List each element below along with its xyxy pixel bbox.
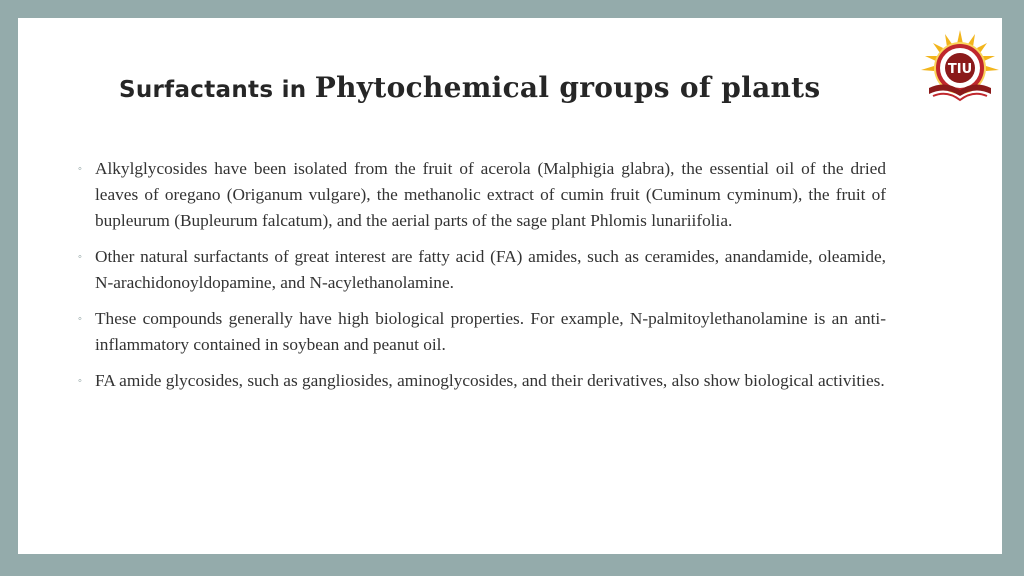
bullet-marker: ◦	[78, 163, 82, 175]
bullet-text: FA amide glycosides, such as gangliosides, aminoglycosides, and their derivatives, also show biological activities.	[95, 371, 885, 390]
bullet-marker: ◦	[78, 251, 82, 263]
bullet-item	[76, 368, 886, 394]
bullet-text: These compounds generally have high biological properties. For example, N-palmitoylethanolamine is an anti-inflammatory contained in soybean and peanut oil.	[95, 309, 886, 354]
bullet-list	[76, 156, 886, 404]
slide	[18, 18, 1002, 554]
bullet-marker: ◦	[78, 375, 82, 387]
university-seal-icon	[915, 28, 1005, 112]
bullet-marker: ◦	[78, 313, 82, 325]
bullet-text: Alkylglycosides have been isolated from the fruit of acerola (Malphigia glabra), the essential oil of the dried leaves of oregano (Origanum vulgare), the methanolic extract of cumin fruit (Cuminum cyminum), the fruit of bupleurum (Bupleurum falcatum), and the aerial parts of the sage plant Phlomis lunariifolia.	[95, 159, 886, 230]
bullet-item	[76, 244, 886, 296]
slide-title-part1: Surfactants in	[119, 77, 315, 103]
bullet-item	[76, 306, 886, 358]
bullet-text: Other natural surfactants of great interest are fatty acid (FA) amides, such as ceramides, anandamide, oleamide, N-arachidonoyldopamine, and N-acylethanolamine.	[95, 247, 886, 292]
slide-title	[119, 68, 820, 105]
bullet-item	[76, 156, 886, 234]
logo-initials: TIU	[947, 62, 973, 77]
slide-title-part2: Phytochemical groups of plants	[314, 71, 821, 104]
